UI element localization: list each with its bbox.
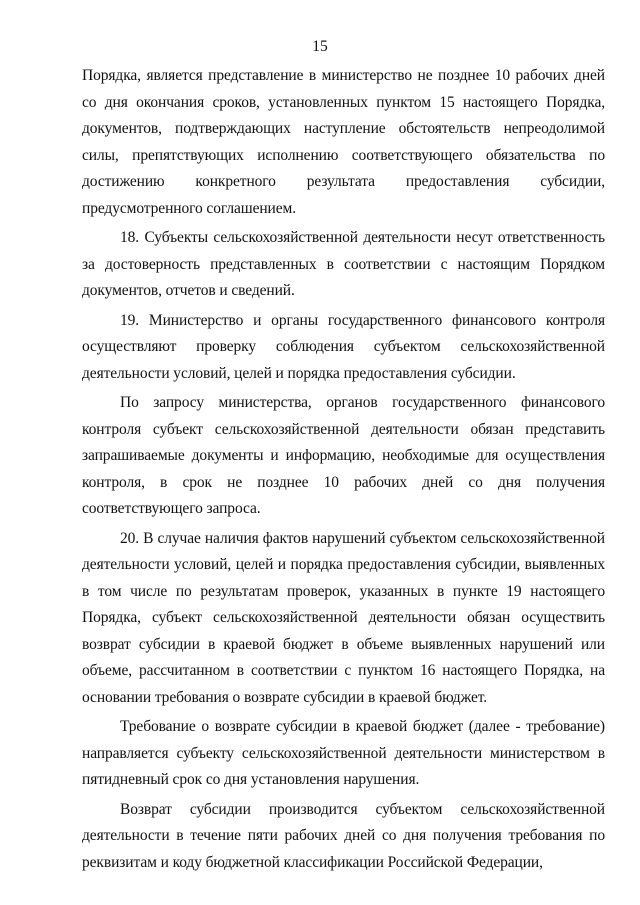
- paragraph-20: 20. В случае наличия фактов нарушений субъектом сельскохозяйственной деятельности условий, целей и порядка предоставления субсидии, выявленных в том числе по результатам проверок, указанных в пункте 19 настоящего Порядка, субъект сельскохозяйственной деятельности обязан осуществить возврат субсидии в краевой бюджет в объеме выявленных нарушений или объеме, рассчитанном в соответствии с пунктом 16 настоящего Порядка, на основании требования о возврате субсидии в краевой бюджет.: [82, 529, 605, 706]
- paragraph-20-refund: Возврат субсидии производится субъектом сельскохозяйственной деятельности в течение пяти рабочих дней со дня получения требования по реквизитам и коду бюджетной классификации Российской Федерации,: [82, 800, 605, 871]
- paragraph-continuation: Порядка, является представление в министерство не позднее 10 рабочих дней со дня окончания сроков, установленных пунктом 15 настоящего Порядка, документов, подтверждающих наступление обстоятельств непреодолимой силы, препятствующих исполнению соответствующего обязательства по достижению конкретного результата предоставления субсидии, предусмотренного соглашением.: [82, 67, 605, 217]
- paragraph-19-request: По запросу министерства, органов государственного финансового контроля субъект сельскохозяйственной деятельности обязан представить запрашиваемые документы и информацию, необходимые для осуществления контроля, в срок не позднее 10 рабочих дней со дня получения соответствующего запроса.: [82, 394, 605, 517]
- paragraph-19: 19. Министерство и органы государственного финансового контроля осуществляют проверку соблюдения субъектом сельскохозяйственной деятельности условий, целей и порядка предоставления субсидии.: [82, 311, 605, 382]
- paragraph-18: 18. Субъекты сельскохозяйственной деятельности несут ответственность за достоверность представленных в соответствии с настоящим Порядком документов, отчетов и сведений.: [82, 229, 605, 299]
- paragraph-20-requirement: Требование о возврате субсидии в краевой бюджет (далее - требование) направляется субъекту сельскохозяйственной деятельности министерством в пятидневный срок со дня установления нарушения.: [82, 718, 605, 788]
- document-body: [82, 63, 605, 879]
- page-number: 15: [312, 38, 328, 55]
